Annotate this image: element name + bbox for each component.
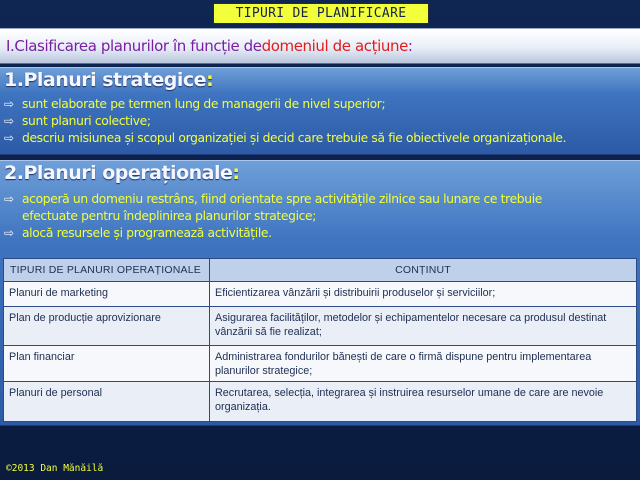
operational-plans-panel (0, 160, 640, 426)
bullet-text: sunt planuri colective; (22, 114, 151, 128)
arrow-right-outline-icon: ⇨ (4, 226, 14, 240)
strategic-plans-heading-text: 1.Planuri strategice (4, 69, 207, 91)
bullet-text: efectuate pentru îndeplinirea planurilor strategice; (22, 209, 317, 223)
list-item (4, 96, 636, 113)
table-header-row (4, 259, 637, 282)
copyright-footer: ©2013 Dan Mănăilă (6, 463, 104, 474)
table-cell-content: Recrutarea, selecția, integrarea și instruirea resurselor umane de care are nevoie organizația. (210, 382, 637, 422)
list-item (4, 191, 636, 208)
table-cell-content: Eficientizarea vânzării și distribuirii produselor și serviciilor; (210, 282, 637, 307)
list-item (4, 113, 636, 130)
bullet-text: alocă resursele și programează activitățile. (22, 226, 272, 240)
column-header-type: TIPURI DE PLANURI OPERAȚIONALE (4, 259, 210, 282)
arrow-right-outline-icon: ⇨ (4, 114, 14, 128)
table-cell-type: Plan financiar (4, 346, 210, 382)
list-item (4, 225, 636, 242)
bullet-text: sunt elaborate pe termen lung de managerii de nivel superior; (22, 97, 386, 111)
bullet-text: acoperă un domeniu restrâns, fiind orientate spre activitățile zilnice sau lunare ce trebuie (22, 192, 542, 206)
bullet-indent (4, 208, 22, 225)
arrow-right-outline-icon: ⇨ (4, 97, 14, 111)
strategic-plans-heading-colon: : (206, 69, 214, 91)
operational-plans-table (3, 258, 637, 422)
banner-highlight: domeniul de acțiune (261, 37, 408, 55)
table-row (4, 382, 637, 422)
list-item-continuation (4, 208, 636, 225)
list-item (4, 130, 636, 147)
strategic-plans-bullets (4, 96, 636, 147)
classification-banner (0, 28, 640, 64)
table-cell-type: Planuri de marketing (4, 282, 210, 307)
strategic-plans-heading (4, 69, 213, 91)
table-cell-content: Administrarea fondurilor bănești de care o firmă dispune pentru implementarea planurilor strategice; (210, 346, 637, 382)
arrow-right-outline-icon: ⇨ (4, 131, 14, 145)
table-cell-type: Planuri de personal (4, 382, 210, 422)
strategic-plans-panel (0, 67, 640, 155)
bullet-text: descriu misiunea și scopul organizației și decid care trebuie să fie obiectivele organizaționale. (22, 131, 567, 145)
operational-plans-heading (4, 162, 239, 184)
operational-plans-heading-text: 2.Planuri operaționale (4, 162, 233, 184)
arrow-right-outline-icon: ⇨ (4, 192, 14, 206)
table-cell-content: Asigurarea facilităților, metodelor și echipamentelor necesare ca produsul destinat vânzării să fie realizat; (210, 307, 637, 346)
banner-text: I.Clasificarea planurilor în funcție de (6, 37, 262, 55)
table-row (4, 346, 637, 382)
banner-colon: : (407, 37, 413, 55)
table-row (4, 307, 637, 346)
slide-title: TIPURI DE PLANIFICARE (213, 3, 429, 24)
operational-plans-bullets (4, 191, 636, 242)
table-cell-type: Plan de producție aprovizionare (4, 307, 210, 346)
operational-plans-heading-colon: : (232, 162, 240, 184)
table-row (4, 282, 637, 307)
column-header-content: CONȚINUT (210, 259, 637, 282)
